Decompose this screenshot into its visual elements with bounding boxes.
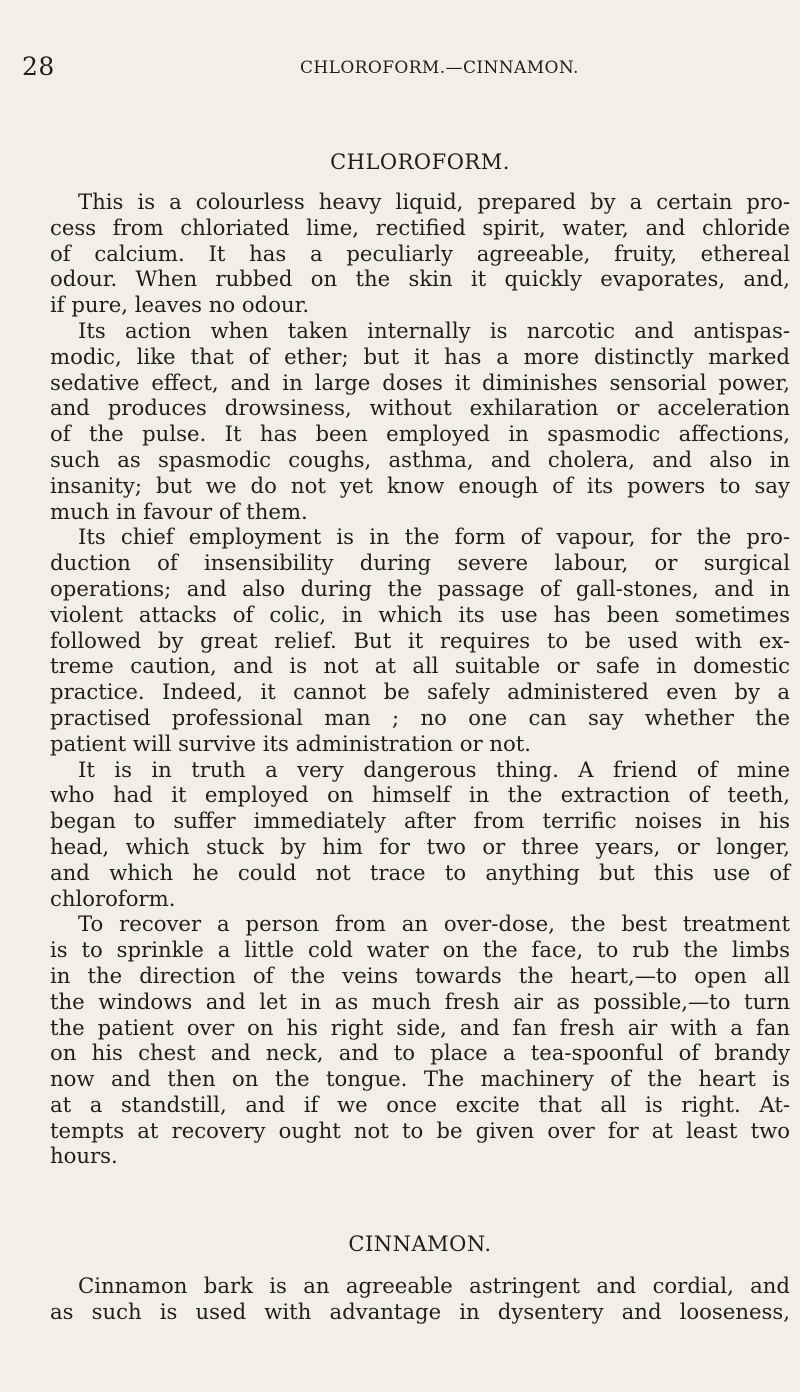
text-line: treme caution, and is not at all suitable or safe in domestic [50, 653, 790, 679]
text-line: of the pulse. It has been employed in spasmodic affections, [50, 421, 790, 447]
page-number: 28 [22, 52, 55, 81]
text-line: This is a colourless heavy liquid, prepared by a certain pro- [78, 189, 790, 214]
text-line: duction of insensibility during severe labour, or surgical [50, 550, 790, 576]
text-line: head, which stuck by him for two or three years, or longer, [50, 833, 790, 859]
text-line: as such is used with advantage in dysentery and looseness, [50, 1298, 790, 1324]
text-line: who had it employed on himself in the extraction of teeth, [50, 782, 790, 808]
text-line: and produces drowsiness, without exhilaration or acceleration [50, 395, 790, 421]
section-title-cinnamon: CINNAMON. [348, 1232, 492, 1256]
text-line: practice. Indeed, it cannot be safely administered even by a [50, 679, 790, 705]
text-line: of calcium. It has a peculiarly agreeable, fruity, ethereal [50, 240, 790, 266]
text-line: much in favour of them. [50, 498, 308, 524]
text-line: Its chief employment is in the form of vapour, for the pro- [78, 524, 790, 550]
text-line: odour. When rubbed on the skin it quickly evaporates, and, [50, 266, 790, 292]
text-line: To recover a person from an over-dose, the best treatment [78, 911, 790, 937]
text-line: the windows and let in as much fresh air as possible,—to turn [50, 988, 790, 1014]
text-line: the patient over on his right side, and fan fresh air with a fan [50, 1014, 790, 1040]
text-line: hours. [50, 1143, 118, 1169]
text-line: Cinnamon bark is an agreeable astringent and cordial, and [78, 1273, 790, 1298]
text-line: operations; and also during the passage of gall-stones, and in [50, 575, 790, 601]
text-line: such as spasmodic coughs, asthma, and cholera, and also in [50, 446, 790, 472]
cinnamon-text [50, 1273, 790, 1325]
section-title-chloroform: CHLOROFORM. [330, 150, 510, 174]
text-line: patient will survive its administration or not. [50, 730, 531, 756]
text-line: chloroform. [50, 885, 176, 911]
text-line: began to suffer immediately after from terrific noises in his [50, 808, 790, 834]
text-line: practised professional man ; no one can say whether the [50, 704, 790, 730]
text-line: cess from chloriated lime, rectified spirit, water, and chloride [50, 214, 790, 240]
text-line: and which he could not trace to anything but this use of [50, 859, 790, 885]
text-line: tempts at recovery ought not to be given over for at least two [50, 1117, 790, 1143]
text-line: now and then on the tongue. The machinery of the heart is [50, 1066, 790, 1092]
chloroform-text [50, 189, 790, 1169]
text-line: insanity; but we do not yet know enough of its powers to say [50, 472, 790, 498]
text-line: if pure, leaves no odour. [50, 292, 310, 318]
text-line: in the direction of the veins towards the heart,—to open all [50, 962, 790, 988]
text-line: at a standstill, and if we once excite that all is right. At- [50, 1091, 790, 1117]
text-line: violent attacks of colic, in which its use has been sometimes [50, 601, 790, 627]
text-line: is to sprinkle a little cold water on the face, to rub the limbs [50, 937, 790, 963]
text-line: followed by great relief. But it requires to be used with ex- [50, 627, 790, 653]
text-line: Its action when taken internally is narcotic and antispas- [78, 317, 790, 343]
text-line: sedative effect, and in large doses it diminishes sensorial power, [50, 369, 790, 395]
text-line: It is in truth a very dangerous thing. A friend of mine [78, 756, 790, 782]
running-head: CHLOROFORM.—CINNAMON. [300, 58, 579, 78]
text-line: on his chest and neck, and to place a tea-spoonful of brandy [50, 1040, 790, 1066]
text-line: modic, like that of ether; but it has a more distinctly marked [50, 343, 790, 369]
